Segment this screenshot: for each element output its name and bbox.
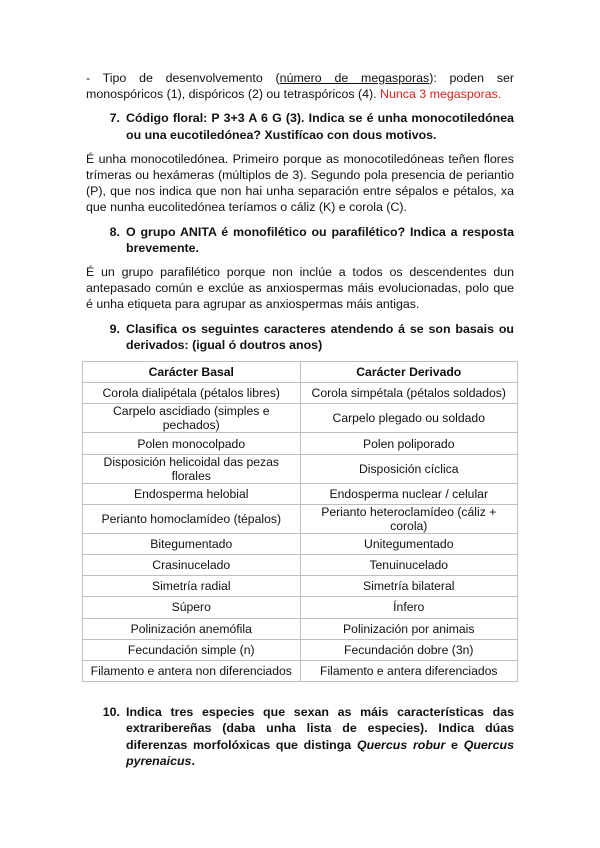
- table-row: [83, 383, 518, 404]
- derived-cell: Ínfero: [300, 597, 518, 618]
- derived-cell: Carpelo plegado ou soldado: [300, 404, 518, 433]
- derived-cell: Endosperma nuclear / celular: [300, 483, 518, 504]
- derived-cell: Polen poliporado: [300, 433, 518, 454]
- table-header-row: [83, 362, 518, 383]
- table-row: [83, 639, 518, 660]
- basal-cell: Filamento e antera non diferenciados: [83, 660, 301, 681]
- question-9-number: 9.: [109, 321, 120, 336]
- question-10-connector: e: [445, 737, 464, 752]
- derived-cell: Perianto heteroclamídeo (cáliz + corola): [300, 504, 518, 533]
- derived-cell: Tenuinucelado: [300, 554, 518, 575]
- question-7: [86, 110, 514, 142]
- question-8: [86, 224, 514, 256]
- answer-7: É unha monocotiledónea. Primeiro porque as monocotiledóneas teñen flores trímeras ou hexámeras (múltiplos de 3). Segundo pola presencia de periantio (P), que nos indica que non hai unha separación entre sépalos e pétalos, xa que nunha eucolitedónea teríamos o cáliz (K) e corola (C).: [86, 151, 514, 215]
- table-row: [83, 454, 518, 483]
- basal-cell: Polinización anemófila: [83, 618, 301, 639]
- table-row: [83, 576, 518, 597]
- table-row: [83, 597, 518, 618]
- question-9: [86, 321, 514, 353]
- basal-cell: Endosperma helobial: [83, 483, 301, 504]
- basal-cell: Fecundación simple (n): [83, 639, 301, 660]
- header-derived: Carácter Derivado: [300, 362, 518, 383]
- header-basal: Carácter Basal: [83, 362, 301, 383]
- question-8-number: 8.: [109, 224, 120, 239]
- basal-cell: Bitegumentado: [83, 533, 301, 554]
- question-10-text-wrapper: [126, 704, 514, 769]
- species-quercus-pyrenaicus: Quercus pyrenaicus: [126, 737, 514, 768]
- derived-cell: Simetría bilateral: [300, 576, 518, 597]
- question-7-number: 7.: [109, 111, 120, 126]
- derived-cell: Filamento e antera diferenciados: [300, 660, 518, 681]
- question-10-text: Indica tres especies que sexan as máis características das extraribereñas (daba unha lista de especies). Indica dúas diferenzas morfolóxicas que distinga: [126, 705, 514, 752]
- question-7-text: Código floral: P 3+3 A 6 G (3). Indica se é unha monocotiledónea ou una eucotiledónea? Xustifícao con dous motivos.: [126, 111, 514, 142]
- derived-cell: Fecundación dobre (3n): [300, 639, 518, 660]
- basal-cell: Disposición helicoidal das pezas florales: [83, 454, 301, 483]
- table-row: [83, 404, 518, 433]
- basal-cell: Corola dialipétala (pétalos libres): [83, 383, 301, 404]
- table-row: [83, 504, 518, 533]
- derived-cell: Unitegumentado: [300, 533, 518, 554]
- derived-cell: Polinización por animais: [300, 618, 518, 639]
- species-quercus-robur: Quercus robur: [356, 737, 446, 752]
- basal-cell: Crasinucelado: [83, 554, 301, 575]
- question-9-text: Clasifica os seguintes caracteres atendendo á se son basais ou derivados: (igual ó doutros anos): [126, 321, 514, 352]
- question-8-text: O grupo ANITA é monofilético ou parafilético? Indica a resposta brevemente.: [126, 224, 514, 255]
- megasporas-link-text: número de megasporas: [279, 71, 430, 85]
- table-row: [83, 483, 518, 504]
- question-10-number: 10.: [102, 705, 120, 720]
- basal-cell: Carpelo ascidiado (simples e pechados): [83, 404, 301, 433]
- table-row: [83, 554, 518, 575]
- document-page: [86, 70, 514, 769]
- answer-8: É un grupo parafilético porque non inclúe a todos os descendentes dun antepasado común e exclúe as anxiospermas máis evolucionadas, polo que é unha etiqueta para agrupar as anxiospermas máis antigas.: [86, 265, 514, 312]
- basal-cell: Perianto homoclamídeo (tépalos): [83, 504, 301, 533]
- intro-paragraph: [86, 70, 514, 102]
- intro-red-note: Nunca 3 megasporas.: [380, 87, 502, 102]
- basal-cell: Súpero: [83, 597, 301, 618]
- question-10: [86, 704, 514, 769]
- basal-cell: Polen monocolpado: [83, 433, 301, 454]
- basal-cell: Simetría radial: [83, 576, 301, 597]
- question-10-end: .: [191, 753, 195, 768]
- table-row: [83, 433, 518, 454]
- intro-suffix: ): poden ser monospóricos (1), dispóricos (2) ou tetraspóricos (4).: [86, 71, 514, 102]
- derived-cell: Disposición cíclica: [300, 454, 518, 483]
- table-row: [83, 660, 518, 681]
- table-row: [83, 618, 518, 639]
- characters-table: [82, 361, 518, 682]
- table-row: [83, 533, 518, 554]
- derived-cell: Corola simpétala (pétalos soldados): [300, 383, 518, 404]
- intro-prefix: - Tipo de desenvolvemento (: [86, 71, 280, 85]
